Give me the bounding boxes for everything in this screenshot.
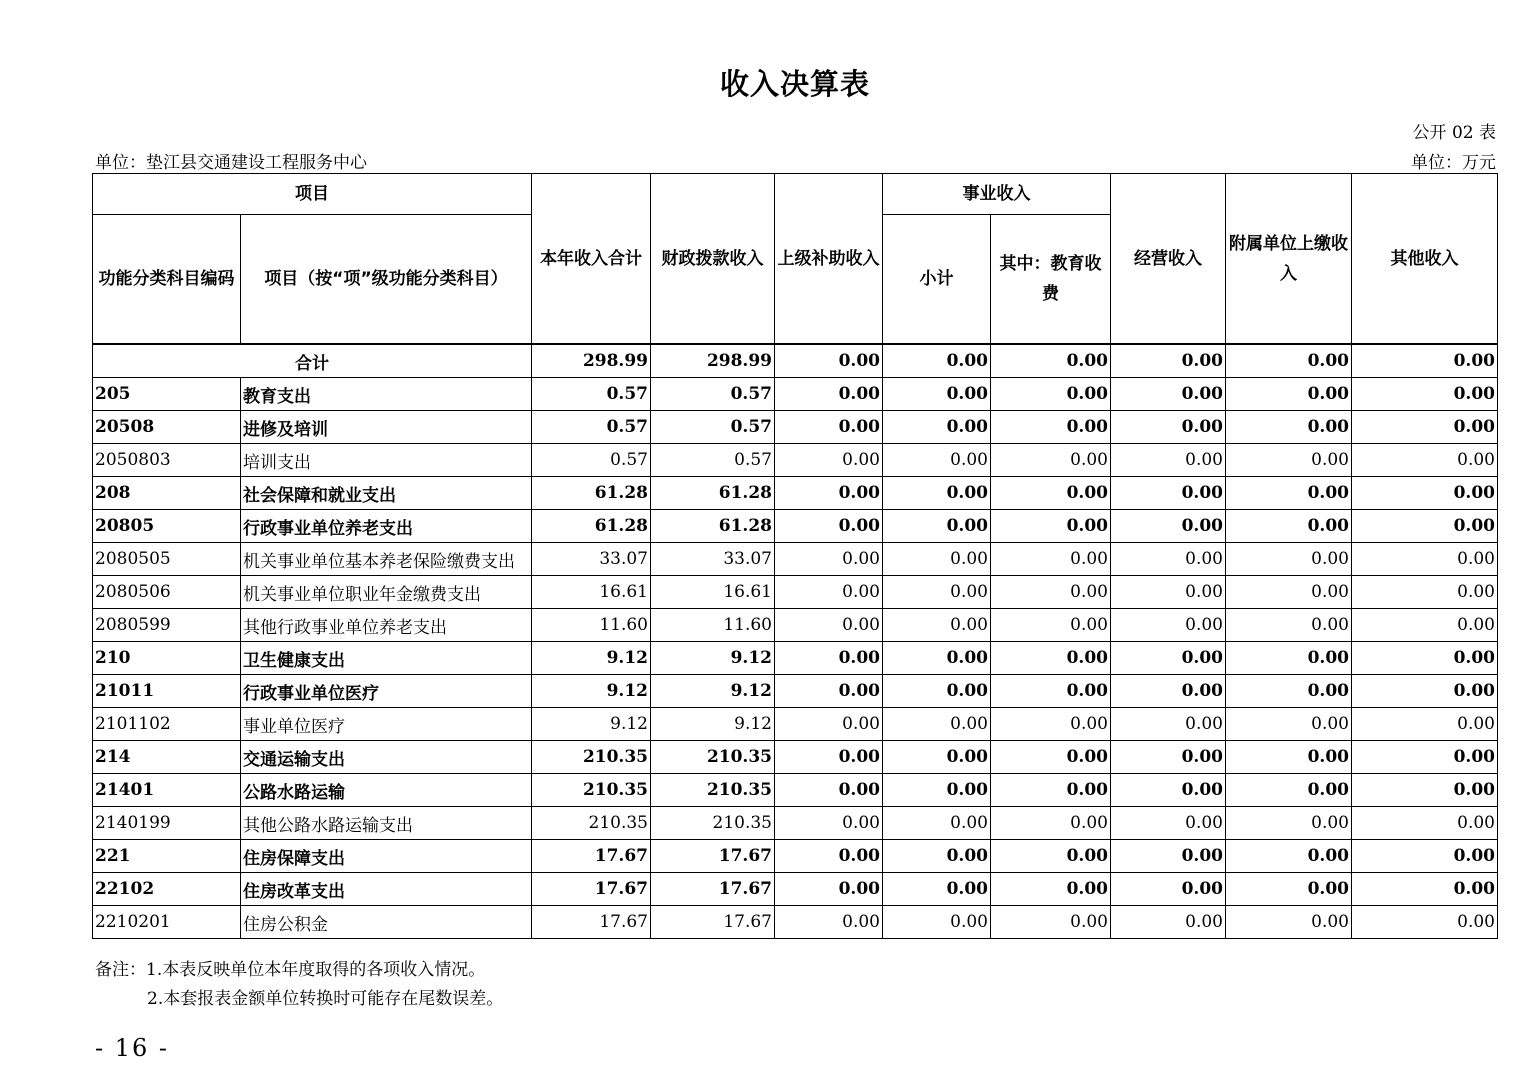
total-value: 0.00 [1226, 344, 1352, 378]
page-title: 收入决算表 [719, 67, 870, 101]
table-row [93, 576, 1498, 609]
row-name: 机关事业单位基本养老保险缴费支出 [241, 543, 532, 576]
total-value: 0.00 [1352, 344, 1498, 378]
row-value: 0.00 [991, 444, 1111, 477]
row-value: 0.00 [775, 708, 883, 741]
row-value: 17.67 [651, 873, 775, 906]
row-code: 208 [93, 477, 241, 510]
row-value: 0.00 [883, 708, 991, 741]
row-value: 0.00 [775, 576, 883, 609]
row-value: 0.00 [883, 774, 991, 807]
row-value: 0.57 [532, 444, 651, 477]
row-value: 0.00 [883, 576, 991, 609]
row-value: 9.12 [651, 675, 775, 708]
row-name: 行政事业单位医疗 [241, 675, 532, 708]
header-superior-subsidy: 上级补助收入 [775, 174, 883, 345]
currency-unit: 单位：万元 [1411, 153, 1496, 173]
row-value: 210.35 [651, 774, 775, 807]
table-row [93, 873, 1498, 906]
row-value: 0.00 [883, 378, 991, 411]
row-value: 0.00 [991, 741, 1111, 774]
row-value: 0.00 [775, 741, 883, 774]
row-value: 0.00 [883, 543, 991, 576]
row-value: 0.00 [775, 840, 883, 873]
row-value: 0.00 [1352, 741, 1498, 774]
row-value: 0.00 [883, 477, 991, 510]
row-value: 0.00 [991, 411, 1111, 444]
row-value: 0.00 [1111, 840, 1226, 873]
row-code: 214 [93, 741, 241, 774]
total-value: 0.00 [991, 344, 1111, 378]
row-value: 0.00 [883, 675, 991, 708]
row-value: 0.00 [775, 510, 883, 543]
row-value: 0.00 [1226, 906, 1352, 939]
row-value: 0.00 [991, 873, 1111, 906]
row-name: 行政事业单位养老支出 [241, 510, 532, 543]
row-name: 住房改革支出 [241, 873, 532, 906]
header-fiscal-appropriation: 财政拨款收入 [651, 174, 775, 345]
row-value: 0.00 [775, 444, 883, 477]
row-value: 0.00 [1226, 873, 1352, 906]
row-value: 0.00 [1352, 675, 1498, 708]
row-value: 16.61 [532, 576, 651, 609]
row-value: 0.00 [991, 906, 1111, 939]
row-value: 17.67 [651, 906, 775, 939]
row-value: 33.07 [651, 543, 775, 576]
header-project: 项目 [93, 174, 532, 215]
row-value: 0.00 [1111, 444, 1226, 477]
row-value: 0.00 [883, 741, 991, 774]
row-name: 交通运输支出 [241, 741, 532, 774]
row-value: 0.00 [1352, 642, 1498, 675]
row-code: 2080505 [93, 543, 241, 576]
row-value: 210.35 [651, 807, 775, 840]
row-value: 0.00 [883, 807, 991, 840]
row-value: 16.61 [651, 576, 775, 609]
row-name: 其他公路水路运输支出 [241, 807, 532, 840]
row-value: 0.00 [991, 840, 1111, 873]
row-value: 0.00 [1111, 675, 1226, 708]
row-value: 0.00 [1226, 543, 1352, 576]
total-value: 0.00 [883, 344, 991, 378]
row-value: 0.00 [775, 873, 883, 906]
row-name: 机关事业单位职业年金缴费支出 [241, 576, 532, 609]
row-value: 61.28 [532, 510, 651, 543]
row-value: 9.12 [532, 708, 651, 741]
row-value: 0.00 [775, 906, 883, 939]
row-value: 0.00 [775, 411, 883, 444]
total-value: 298.99 [651, 344, 775, 378]
row-value: 61.28 [651, 477, 775, 510]
row-value: 0.00 [775, 609, 883, 642]
header-business-income: 事业收入 [883, 174, 1111, 215]
table-row [93, 807, 1498, 840]
row-value: 0.00 [1111, 807, 1226, 840]
row-code: 205 [93, 378, 241, 411]
row-value: 0.00 [1352, 444, 1498, 477]
header-affiliated-income: 附属单位上缴收入 [1226, 174, 1352, 345]
row-value: 0.00 [991, 576, 1111, 609]
row-value: 0.57 [532, 378, 651, 411]
total-value: 298.99 [532, 344, 651, 378]
header-subtotal: 小计 [883, 215, 991, 345]
row-value: 9.12 [532, 675, 651, 708]
row-code: 2140199 [93, 807, 241, 840]
row-value: 0.00 [1111, 708, 1226, 741]
row-code: 2080506 [93, 576, 241, 609]
total-label: 合计 [93, 344, 532, 378]
row-value: 61.28 [651, 510, 775, 543]
row-value: 11.60 [532, 609, 651, 642]
row-code: 2050803 [93, 444, 241, 477]
row-value: 0.00 [1352, 906, 1498, 939]
row-value: 0.00 [775, 774, 883, 807]
note-line-2: 2.本套报表金额单位转换时可能存在尾数误差。 [147, 989, 504, 1009]
row-value: 0.00 [1111, 741, 1226, 774]
row-value: 210.35 [532, 774, 651, 807]
row-value: 0.00 [1226, 510, 1352, 543]
form-number: 公开 02 表 [1412, 123, 1496, 143]
table-row [93, 708, 1498, 741]
row-value: 9.12 [651, 708, 775, 741]
row-name: 住房公积金 [241, 906, 532, 939]
row-value: 0.00 [1226, 576, 1352, 609]
table-row [93, 543, 1498, 576]
total-value: 0.00 [775, 344, 883, 378]
row-code: 21011 [93, 675, 241, 708]
row-value: 0.00 [991, 477, 1111, 510]
row-value: 0.00 [1352, 477, 1498, 510]
row-value: 0.00 [883, 444, 991, 477]
row-name: 公路水路运输 [241, 774, 532, 807]
row-value: 0.00 [883, 510, 991, 543]
row-value: 0.00 [1352, 510, 1498, 543]
row-value: 11.60 [651, 609, 775, 642]
row-value: 0.00 [1226, 642, 1352, 675]
total-row [93, 344, 1498, 378]
table-row [93, 444, 1498, 477]
row-name: 教育支出 [241, 378, 532, 411]
row-value: 0.00 [1352, 873, 1498, 906]
row-name: 事业单位医疗 [241, 708, 532, 741]
row-value: 210.35 [532, 807, 651, 840]
row-value: 0.00 [1111, 411, 1226, 444]
row-name: 培训支出 [241, 444, 532, 477]
row-value: 0.57 [651, 411, 775, 444]
row-value: 0.00 [1352, 609, 1498, 642]
row-name: 卫生健康支出 [241, 642, 532, 675]
row-value: 17.67 [532, 906, 651, 939]
row-value: 0.00 [1226, 741, 1352, 774]
row-value: 0.00 [883, 873, 991, 906]
row-value: 0.00 [1226, 477, 1352, 510]
row-value: 0.00 [991, 609, 1111, 642]
row-value: 0.00 [1226, 807, 1352, 840]
row-code: 20508 [93, 411, 241, 444]
row-value: 0.00 [883, 642, 991, 675]
page-number: - 16 - [95, 1034, 170, 1062]
row-value: 0.00 [1352, 807, 1498, 840]
row-value: 0.00 [883, 609, 991, 642]
row-value: 0.00 [991, 543, 1111, 576]
row-value: 0.00 [883, 411, 991, 444]
row-value: 210.35 [532, 741, 651, 774]
row-value: 0.00 [991, 675, 1111, 708]
notes [95, 956, 503, 1014]
row-name: 社会保障和就业支出 [241, 477, 532, 510]
row-code: 2210201 [93, 906, 241, 939]
total-value: 0.00 [1111, 344, 1226, 378]
row-value: 0.00 [775, 642, 883, 675]
row-value: 0.00 [1352, 774, 1498, 807]
row-value: 17.67 [651, 840, 775, 873]
row-value: 0.00 [991, 642, 1111, 675]
header-operating-income: 经营收入 [1111, 174, 1226, 345]
row-value: 0.00 [883, 840, 991, 873]
row-value: 0.00 [991, 510, 1111, 543]
row-value: 0.00 [1111, 477, 1226, 510]
table-row [93, 675, 1498, 708]
row-value: 0.00 [1352, 378, 1498, 411]
row-name: 其他行政事业单位养老支出 [241, 609, 532, 642]
row-value: 0.00 [991, 807, 1111, 840]
table-row [93, 642, 1498, 675]
header-total-income: 本年收入合计 [532, 174, 651, 345]
row-value: 0.00 [1111, 543, 1226, 576]
row-value: 0.00 [1111, 609, 1226, 642]
row-code: 2080599 [93, 609, 241, 642]
row-value: 210.35 [651, 741, 775, 774]
table-row [93, 378, 1498, 411]
row-value: 0.00 [1111, 642, 1226, 675]
row-value: 0.00 [1352, 840, 1498, 873]
row-value: 9.12 [532, 642, 651, 675]
row-value: 33.07 [532, 543, 651, 576]
row-value: 17.67 [532, 873, 651, 906]
row-code: 20805 [93, 510, 241, 543]
row-value: 0.00 [1226, 840, 1352, 873]
table-row [93, 774, 1498, 807]
row-value: 61.28 [532, 477, 651, 510]
row-value: 0.57 [651, 444, 775, 477]
row-value: 0.00 [1111, 576, 1226, 609]
row-code: 21401 [93, 774, 241, 807]
table-row [93, 906, 1498, 939]
row-value: 0.57 [532, 411, 651, 444]
row-value: 0.00 [1111, 774, 1226, 807]
row-value: 0.00 [1226, 444, 1352, 477]
row-value: 0.00 [991, 708, 1111, 741]
table-row [93, 411, 1498, 444]
row-code: 2101102 [93, 708, 241, 741]
row-value: 0.00 [1226, 708, 1352, 741]
header-other-income: 其他收入 [1352, 174, 1498, 345]
header-item-name: 项目（按“项”级功能分类科目） [241, 215, 532, 345]
row-value: 0.00 [1352, 576, 1498, 609]
row-value: 0.00 [991, 378, 1111, 411]
row-value: 0.00 [1111, 873, 1226, 906]
row-value: 0.00 [1352, 708, 1498, 741]
table-row [93, 510, 1498, 543]
table-row [93, 477, 1498, 510]
row-value: 0.00 [775, 543, 883, 576]
table-row [93, 741, 1498, 774]
row-value: 0.00 [775, 675, 883, 708]
row-value: 0.00 [1352, 411, 1498, 444]
row-value: 0.00 [1226, 774, 1352, 807]
row-code: 22102 [93, 873, 241, 906]
reporting-unit: 单位：垫江县交通建设工程服务中心 [95, 153, 367, 173]
row-value: 17.67 [532, 840, 651, 873]
income-statement-table [92, 173, 1498, 939]
header-education-fee: 其中：教育收费 [991, 215, 1111, 345]
row-value: 0.00 [1226, 609, 1352, 642]
row-value: 0.00 [775, 378, 883, 411]
row-value: 0.00 [775, 477, 883, 510]
row-value: 0.00 [883, 906, 991, 939]
row-code: 210 [93, 642, 241, 675]
table-row [93, 609, 1498, 642]
row-value: 0.00 [1352, 543, 1498, 576]
row-value: 0.00 [775, 807, 883, 840]
row-value: 0.57 [651, 378, 775, 411]
row-value: 0.00 [1111, 510, 1226, 543]
row-code: 221 [93, 840, 241, 873]
row-value: 0.00 [1226, 411, 1352, 444]
row-value: 0.00 [1226, 378, 1352, 411]
row-value: 0.00 [1111, 906, 1226, 939]
row-name: 进修及培训 [241, 411, 532, 444]
table-row [93, 840, 1498, 873]
row-name: 住房保障支出 [241, 840, 532, 873]
note-line-1: 备注：1.本表反映单位本年度取得的各项收入情况。 [95, 960, 486, 980]
header-code: 功能分类科目编码 [93, 215, 241, 345]
row-value: 0.00 [1111, 378, 1226, 411]
row-value: 0.00 [991, 774, 1111, 807]
row-value: 0.00 [1226, 675, 1352, 708]
row-value: 9.12 [651, 642, 775, 675]
